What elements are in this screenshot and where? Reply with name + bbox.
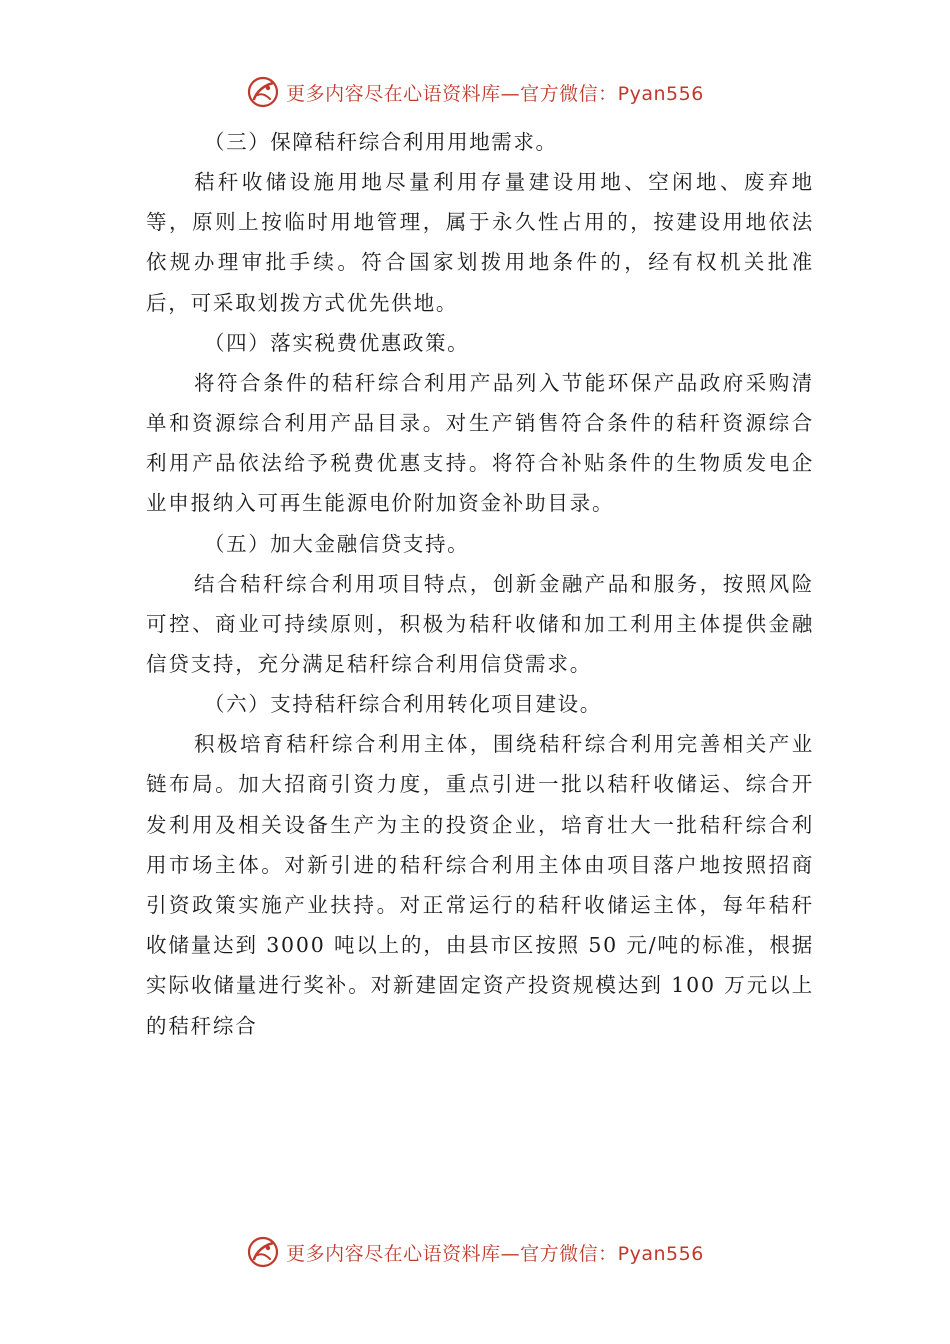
section-paragraph: 秸秆收储设施用地尽量利用存量建设用地、空闲地、废弃地等，原则上按临时用地管理，属于永久性占用的，按建设用地依法依规办理审批手续。符合国家划拨用地条件的，经有权机关批准后，可采取划拨方式优先供地。 [146,170,814,315]
brand-logo-icon [246,1235,280,1269]
section-paragraph: 积极培育秸秆综合利用主体，围绕秸秆综合利用完善相关产业链布局。加大招商引资力度，重点引进一批以秸秆收储运、综合开发利用及相关设备生产为主的投资企业，培育壮大一批秸秆综合利用市场主体。对新引进的秸秆综合利用主体由项目落户地按照招商引资政策实施产业扶持。对正常运行的秸秆收储运主体，每年秸秆收储量达到 3000 吨以上的，由县市区按照 50 元/吨的标准，根据实际收储量进行奖补。对新建固定资产投资规模达到 100 万元以上的秸秆综合 [146,732,814,1038]
section-heading: （五）加大金融信贷支持。 [204,531,470,556]
document-body [146,122,814,1046]
watermark-text: 更多内容尽在心语资料库—官方微信：Pyan556 [286,1242,704,1265]
footer-watermark [0,1232,950,1272]
header-watermark [0,72,950,112]
section-paragraph: 结合秸秆综合利用项目特点，创新金融产品和服务，按照风险可控、商业可持续原则，积极为秸秆收储和加工利用主体提供金融信贷支持，充分满足秸秆综合利用信贷需求。 [146,571,814,677]
brand-logo-icon [246,75,280,109]
section-heading: （四）落实税费优惠政策。 [204,330,470,355]
watermark-text: 更多内容尽在心语资料库—官方微信：Pyan556 [286,82,704,105]
section-heading: （三）保障秸秆综合利用用地需求。 [204,130,558,154]
section-paragraph: 将符合条件的秸秆综合利用产品列入节能环保产品政府采购清单和资源综合利用产品目录。对生产销售符合条件的秸秆资源综合利用产品依法给予税费优惠支持。将符合补贴条件的生物质发电企业申报纳入可再生能源电价附加资金补助目录。 [146,370,814,516]
section-heading: （六）支持秸秆综合利用转化项目建设。 [204,692,602,717]
